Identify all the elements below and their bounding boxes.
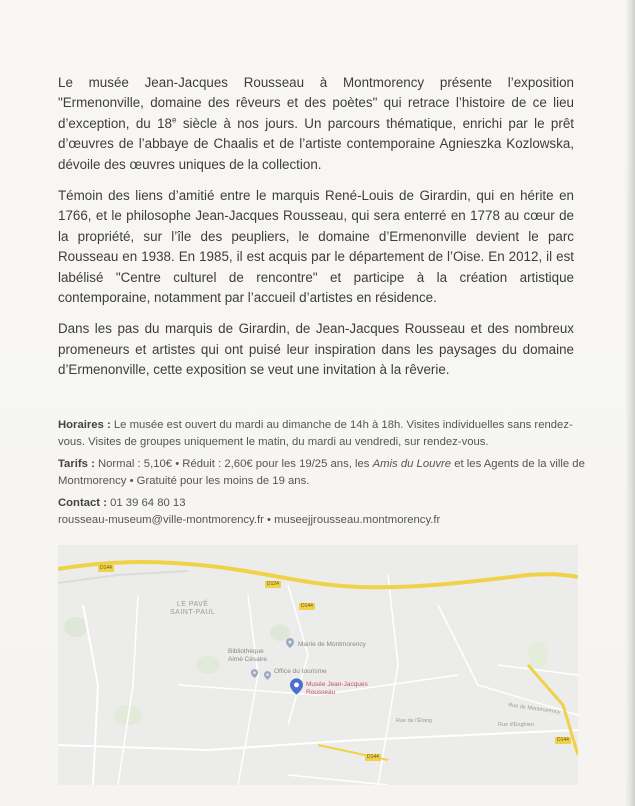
opening-hours xyxy=(58,417,588,450)
road-tag: D144 xyxy=(557,737,569,743)
location-map xyxy=(58,545,578,785)
contact xyxy=(58,495,588,528)
map-place-line1: LE PAVÉ xyxy=(176,601,209,608)
map-label-bibliotheque-line2: Aimé Césaire xyxy=(228,656,268,663)
map-label-musee-line1: Musée Jean-Jacques xyxy=(306,681,368,688)
road-tag: D144 xyxy=(100,565,112,571)
prices-text-end: et les Agents de la ville de Montmorency • Gratuité pour les moins de 19 ans. xyxy=(58,458,585,487)
paragraph-intro xyxy=(58,73,574,175)
prices-label: Tarifs : xyxy=(58,458,95,471)
paragraph-history: Témoin des liens d’amitié entre le marquis René-Louis de Girardin, qui en hérite en 1766, et le philosophe Jean-Jacques Rousseau, qui sera enterré en 1778 au cœur de la propriété, sur l’île des peupliers, le domaine d’Ermenonville devient le parc Rousseau en 1938. En 1985, il est acquis par le département de l’Oise. En 2012, il est labélisé "Centre culturel de rencontre" et participe à la création artistique contemporaine, notamment par l’accueil d’artistes en résidence. xyxy=(58,188,574,306)
opening-hours-label: Horaires : xyxy=(58,419,111,431)
map-place-line2: SAINT-PAUL xyxy=(170,609,216,616)
contact-email: rousseau-museum@ville-montmorency.fr xyxy=(58,513,264,526)
practical-info xyxy=(58,417,588,535)
map-place-le-pave xyxy=(170,601,215,617)
paragraph-intro-text: Le musée Jean-Jacques Rousseau à Montmorency présente l’exposition "Ermenonville, domaine des rêveurs et des poètes" qui retrace l’histoire de ce lieu d’exception, du 18 xyxy=(58,75,574,131)
map-street-label: Rue de l'Étang xyxy=(396,718,432,724)
map-street-label: Rue de Montmorency xyxy=(507,702,561,716)
contact-phone: 01 39 64 80 13 xyxy=(106,497,186,510)
contact-label: Contact : xyxy=(58,497,107,510)
prices-text: Normal : 5,10€ • Réduit : 2,60€ pour les 19/25 ans, les xyxy=(94,458,373,471)
map-label-office-tourisme: Office du tourisme xyxy=(274,668,327,675)
map-label-bibliotheque-line1: Bibliothèque xyxy=(228,648,264,655)
map-label-musee xyxy=(306,681,368,697)
page-edge-shadow xyxy=(625,0,635,806)
prices-amis-du-louvre: Amis du Louvre xyxy=(372,458,452,471)
paragraph-intro-text-end: siècle à nos jours. Un parcours thématique, enrichi par le prêt d’œuvres de l’abbaye de Chaalis et de l’artiste contemporaine Agnieszka Kozlowska, dévoile des œuvres uniques de la collection. xyxy=(58,115,574,172)
map-label-musee-line2: Rousseau xyxy=(306,689,336,696)
map-label-mairie: Mairie de Montmorency xyxy=(298,641,366,648)
contact-website: museejjrousseau.montmorency.fr xyxy=(274,513,441,526)
century-superscript: e xyxy=(172,115,177,125)
map-label-bibliotheque xyxy=(228,648,267,664)
map-graphic xyxy=(58,545,578,785)
road-tag: D144 xyxy=(367,754,379,760)
road-tag: D144 xyxy=(301,603,313,609)
road-tag: D124 xyxy=(267,581,279,587)
paragraph-invitation: Dans les pas du marquis de Girardin, de Jean-Jacques Rousseau et des nombreux promeneurs et artistes qui ont puisé leur inspiration dans les paysages du domaine d’Ermenonville, cette exposition se veut une invitation à la rêverie. xyxy=(58,321,574,378)
opening-hours-text: Le musée est ouvert du mardi au dimanche de 14h à 18h. Visites individuelles sans rendez-vous. Visites de groupes uniquement le matin, du mardi au vendredi, sur rendez-vous. xyxy=(58,419,573,448)
map-street-label: Rue d'Enghien xyxy=(498,722,534,728)
exhibition-description xyxy=(58,73,574,381)
prices xyxy=(58,456,588,489)
contact-separator: • xyxy=(263,513,275,526)
